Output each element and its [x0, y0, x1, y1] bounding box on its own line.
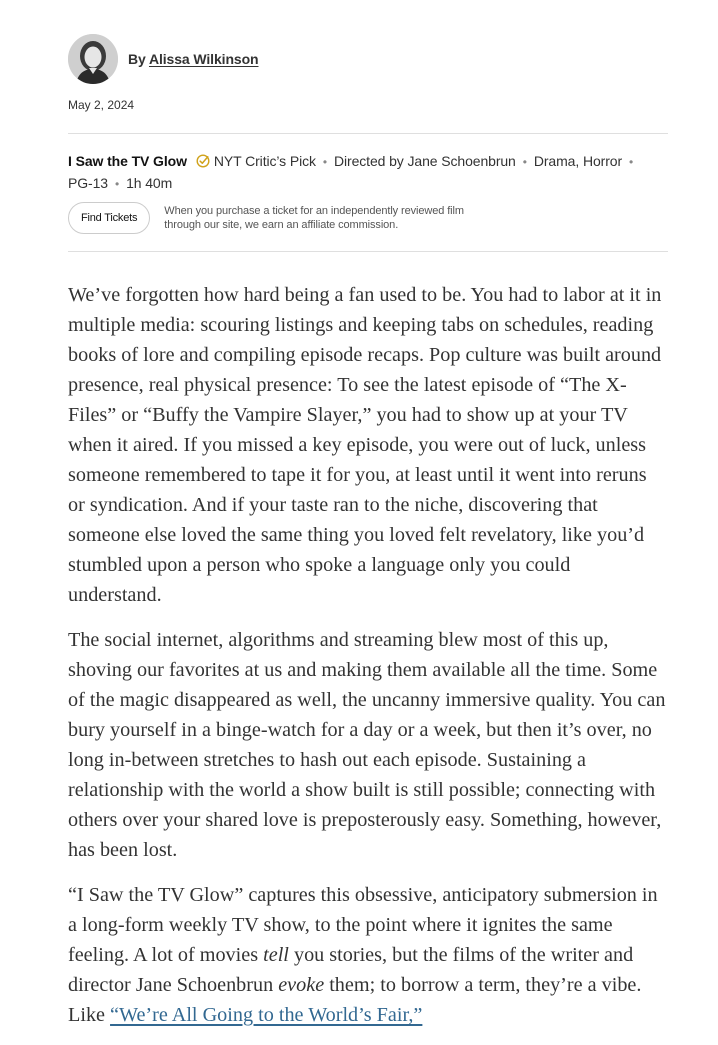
- author-link[interactable]: Alissa Wilkinson: [148, 51, 259, 67]
- article-header: [68, 34, 668, 1045]
- movie-genres: Drama, Horror: [533, 153, 623, 169]
- separator-dot: •: [629, 155, 634, 169]
- worlds-fair-review-link[interactable]: “We’re All Going to the World’s Fair,”: [110, 1004, 423, 1026]
- paragraph-3-text-a: “I Saw the TV Glow” captures this obsessive, anticipatory submersion in a long-form weekly TV show, to the point where it ignites the same feeling. A lot of movies: [68, 884, 658, 966]
- article-body: [68, 280, 668, 1030]
- article-paragraph-1: We’ve forgotten how hard being a fan used to be. You had to labor at it in multiple media: scouring listings and keeping tabs on schedules, reading books of lore and compiling episode recaps. Pop culture was built around presence, real physical presence: To see the latest episode of “The X-Files” or “Buffy the Vampire Slayer,” you had to show up at your TV when it aired. If you missed a key episode, you were out of luck, unless someone remembered to tape it for you, at least until it went into reruns or syndication. And if your taste ran to the niche, discovering that someone else loved the same thing you loved felt revelatory, like you’d stumbled upon a person who spoke a language only you could understand.: [68, 284, 662, 606]
- author-avatar[interactable]: [68, 34, 118, 84]
- byline: [128, 51, 259, 67]
- affiliate-note: When you purchase a ticket for an independently reviewed film through our site, we earn an affiliate commission.: [164, 205, 464, 231]
- movie-rating: PG-13: [68, 175, 108, 191]
- article-paragraph-3: [68, 880, 668, 1030]
- separator-dot: •: [522, 155, 527, 169]
- article-paragraph-2: The social internet, algorithms and streaming blew most of this up, shoving our favorites at us and making them available all the time. Some of the magic disappeared as well, the uncanny immersive quality. You can bury yourself in a binge-watch for a day or a week, but then it’s over, no long in-between stretches to hash out each episode. Sustaining a relationship with the world a show built is still possible; connecting with others over your shared love is preposterously easy. Something, however, has been lost.: [68, 629, 666, 861]
- emphasis-tell: tell: [263, 944, 289, 966]
- divider-bottom: [68, 251, 668, 252]
- movie-director: Directed by Jane Schoenbrun: [334, 153, 516, 169]
- movie-meta: [68, 151, 668, 194]
- byline-prefix: By: [128, 51, 149, 67]
- critic-pick-label: NYT Critic’s Pick: [213, 153, 316, 169]
- separator-dot: •: [114, 177, 120, 191]
- divider-top: [68, 133, 668, 134]
- movie-runtime: 1h 40m: [126, 175, 173, 191]
- separator-dot: •: [322, 155, 327, 169]
- critic-pick-check-icon: [196, 153, 210, 173]
- paragraph-3-text-c: them; to borrow a term, they’re a vibe. Like: [68, 974, 642, 1026]
- movie-title: I Saw the TV Glow: [68, 153, 187, 169]
- find-tickets-button[interactable]: Find Tickets: [68, 202, 150, 234]
- emphasis-evoke: evoke: [278, 974, 325, 996]
- byline-row: [68, 34, 668, 84]
- author-photo-icon: [68, 34, 118, 84]
- tickets-row: [68, 202, 668, 234]
- paragraph-3-text-b: you stories, but the films of the writer and director Jane Schoenbrun: [68, 944, 634, 996]
- publish-date: May 2, 2024: [68, 98, 135, 112]
